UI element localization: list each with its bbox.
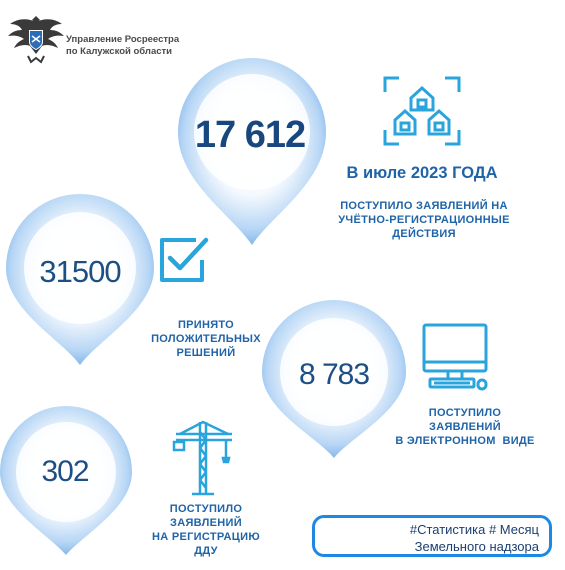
checkbox-icon <box>156 234 210 286</box>
caption-line: ПОЛОЖИТЕЛЬНЫХ <box>151 333 261 345</box>
org-line-2: по Калужской области <box>66 46 173 57</box>
houses-icon <box>383 76 461 146</box>
headline-period: В июле 2023 ГОДА <box>346 164 498 182</box>
caption-line: ЗАЯВЛЕНИЙ <box>170 517 242 529</box>
caption-line: ДЕЙСТВИЯ <box>392 228 456 240</box>
caption-applications-total <box>326 199 522 241</box>
caption-line: ПОСТУПИЛО <box>428 407 502 419</box>
caption-ddu-applications <box>148 502 264 558</box>
stat-electronic-applications: 8 783 <box>298 358 370 391</box>
org-line-1: Управление Росреестра <box>66 34 180 45</box>
caption-line: НА РЕГИСТРАЦИЮ <box>152 531 260 543</box>
monitor-icon <box>420 322 492 392</box>
caption-line: В ЭЛЕКТРОННОМ ВИДЕ <box>395 435 535 447</box>
stat-ddu-applications: 302 <box>41 455 89 488</box>
caption-line: ПОСТУПИЛО <box>169 503 243 515</box>
caption-electronic-applications <box>380 406 550 448</box>
caption-line: ПОСТУПИЛО ЗАЯВЛЕНИЙ НА <box>340 200 508 212</box>
caption-positive-decisions <box>148 318 264 360</box>
hashtags-box <box>312 515 552 557</box>
caption-line: УЧЁТНО-РЕГИСТРАЦИОННЫЕ <box>338 214 510 226</box>
hashtags-line-1: #Статистика # Месяц <box>409 522 539 537</box>
caption-line: ДДУ <box>194 545 218 557</box>
caption-line: ПРИНЯТО <box>177 319 235 331</box>
stat-positive-decisions: 31500 <box>39 254 121 289</box>
hashtags-line-2: Земельного надзора <box>414 539 539 554</box>
caption-line: ЗАЯВЛЕНИЙ <box>429 421 501 433</box>
caption-line: РЕШЕНИЙ <box>176 347 236 359</box>
crane-icon <box>170 418 234 496</box>
stat-applications-total: 17 612 <box>194 114 306 156</box>
